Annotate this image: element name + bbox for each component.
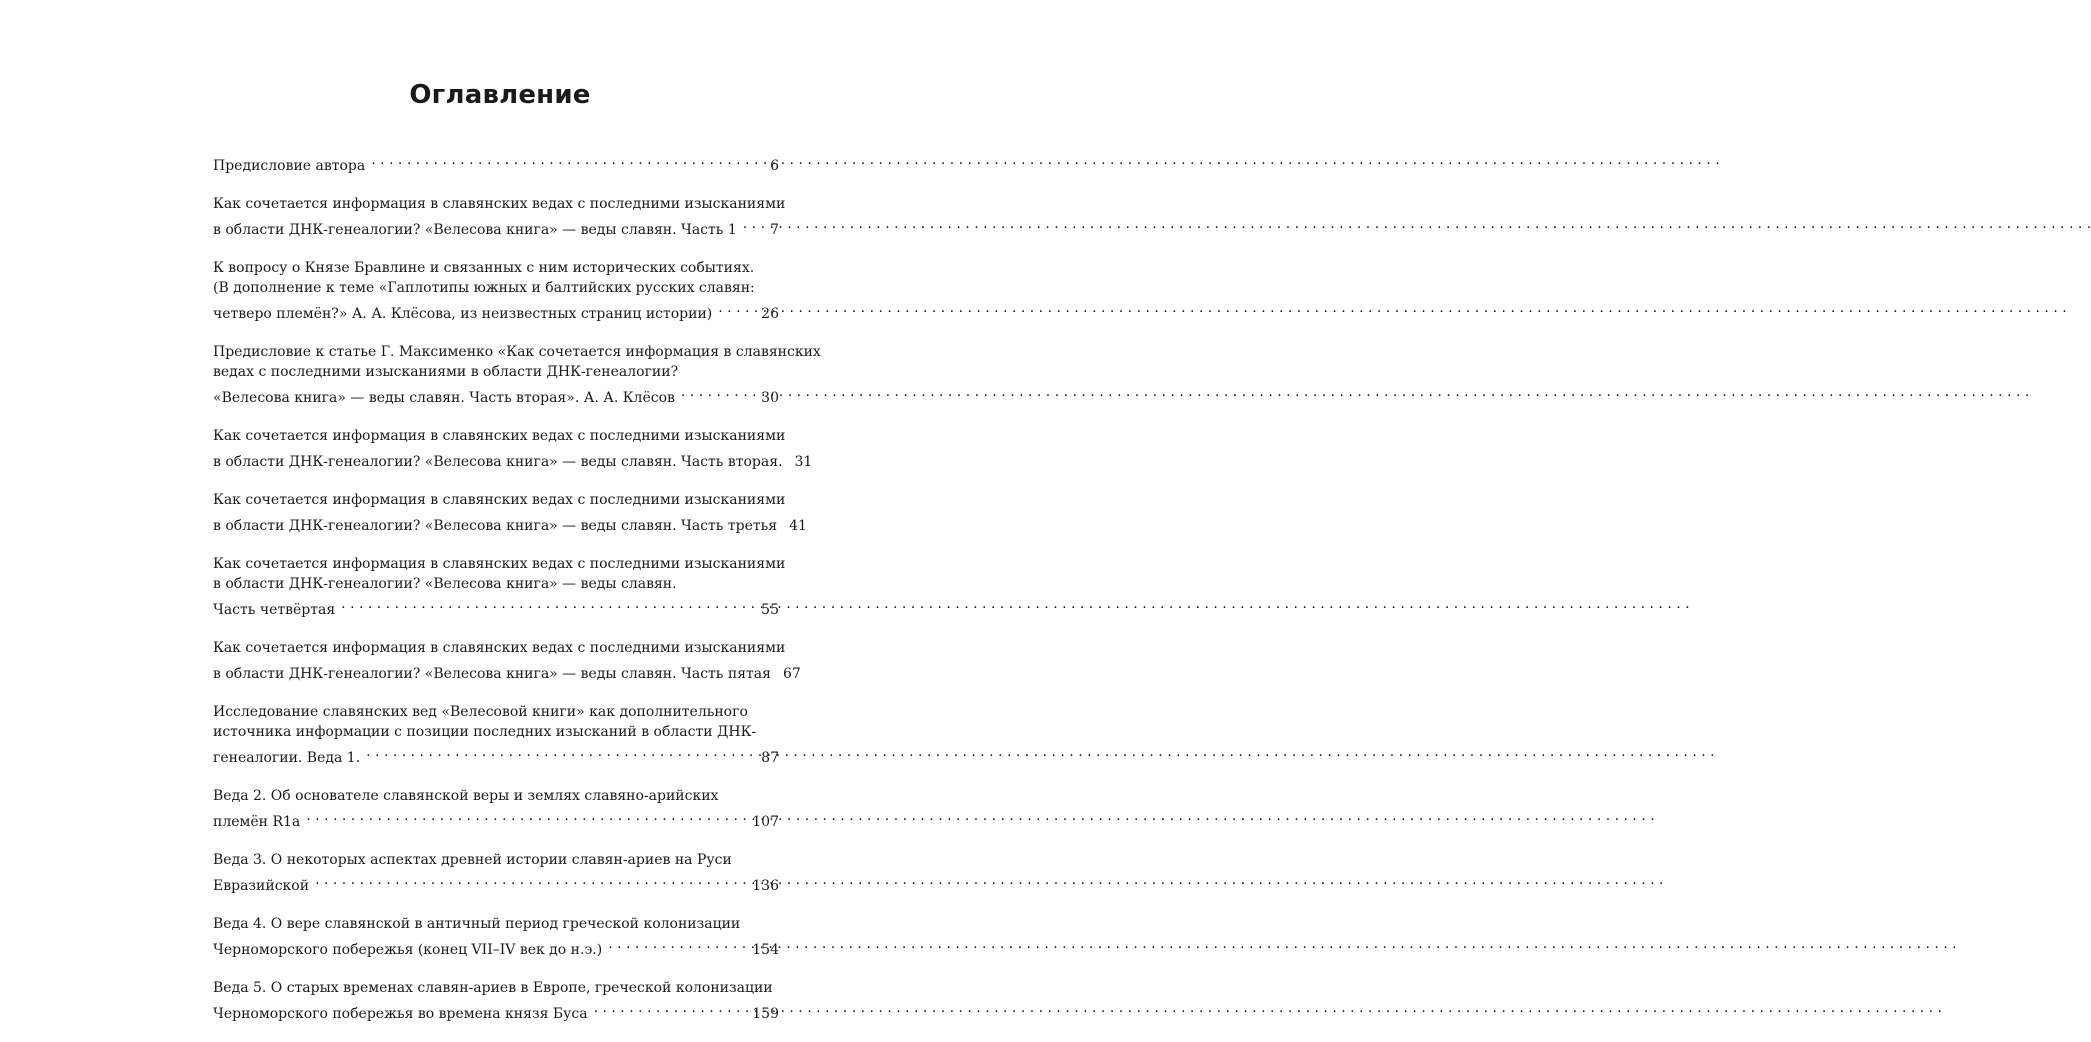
toc-entry-last-line bbox=[213, 594, 779, 620]
toc-entry-last-line bbox=[213, 214, 779, 240]
toc-entry bbox=[213, 194, 786, 240]
toc-entry-last-line bbox=[213, 934, 779, 960]
page-number: 26 bbox=[761, 306, 779, 322]
toc-entry-line: «Велесова книга» — веды славян. Часть вторая». А. А. Клёсов bbox=[213, 390, 675, 406]
toc-entry-last-line bbox=[213, 510, 807, 536]
toc-entry-last-line bbox=[213, 150, 779, 176]
toc-entry-line: Веда 4. О вере славянской в античный период греческой колонизации bbox=[213, 916, 741, 932]
book-page bbox=[0, 0, 1000, 1022]
page-number: 41 bbox=[789, 518, 807, 534]
toc-entry-line: Как сочетается информация в славянских ведах с последними изысканиями bbox=[213, 428, 786, 444]
toc-entry-line: Предисловие к статье Г. Максименко «Как сочетается информация в славянских bbox=[213, 344, 821, 360]
page-number: 136 bbox=[752, 878, 779, 894]
toc-entry bbox=[213, 150, 779, 176]
toc-entry-last-line bbox=[213, 658, 801, 684]
dot-leader bbox=[681, 382, 755, 402]
toc-entry-line: генеалогии. Веда 1. bbox=[213, 750, 361, 766]
toc-entry-line: источника информации с позиции последних изысканий в области ДНК- bbox=[213, 724, 757, 740]
toc-entry bbox=[213, 702, 779, 768]
toc-entry-last-line bbox=[213, 870, 779, 896]
toc-entry-line: четверо племён?» А. А. Клёсова, из неизвестных страниц истории) bbox=[213, 306, 713, 322]
toc-entry-line: Как сочетается информация в славянских ведах с последними изысканиями bbox=[213, 196, 786, 212]
toc-entry bbox=[213, 914, 779, 960]
toc-entry-last-line bbox=[213, 446, 813, 472]
toc-entry bbox=[213, 426, 813, 472]
toc-entry bbox=[213, 490, 807, 536]
toc-entry-line: Черноморского побережья (конец VII–IV век до н.э.) bbox=[213, 942, 603, 958]
toc-entry-line: Черноморского побережья во времена князя Буса bbox=[213, 1006, 588, 1022]
dot-leader bbox=[594, 998, 747, 1018]
page-number: 7 bbox=[770, 222, 779, 238]
page-number: 67 bbox=[782, 666, 801, 682]
toc-entry bbox=[213, 786, 779, 832]
toc-entry-line: в области ДНК-генеалогии? «Велесова книга» — веды славян. Часть вторая. bbox=[213, 454, 783, 470]
toc-entry-line: в области ДНК-генеалогии? «Велесова книга» — веды славян. Часть пятая bbox=[213, 666, 771, 682]
toc-entry bbox=[213, 258, 779, 324]
toc-entry-line: Веда 5. О старых временах славян-ариев в Европе, греческой колонизации bbox=[213, 980, 773, 996]
toc-entry-last-line bbox=[213, 998, 779, 1024]
toc-entry bbox=[213, 978, 779, 1024]
toc-entry-last-line bbox=[213, 806, 779, 832]
page-number: 159 bbox=[752, 1006, 779, 1022]
page-number: 30 bbox=[761, 390, 779, 406]
toc-entry-line: Веда 2. Об основателе славянской веры и землях славяно-арийских bbox=[213, 788, 719, 804]
toc-entry-line: племён R1a bbox=[213, 814, 301, 830]
dot-leader bbox=[366, 742, 755, 762]
toc-entry bbox=[213, 638, 801, 684]
toc-entry-line: Исследование славянских вед «Велесовой книги» как дополнительного bbox=[213, 704, 748, 720]
toc-entry-line: К вопросу о Князе Бравлине и связанных с ним исторических событиях. bbox=[213, 260, 755, 276]
dot-leader bbox=[718, 298, 755, 318]
dot-leader bbox=[315, 870, 746, 890]
page-number: 31 bbox=[794, 454, 813, 470]
toc-entry-line: Как сочетается информация в славянских ведах с последними изысканиями bbox=[213, 492, 786, 508]
page-number: 55 bbox=[761, 602, 779, 618]
dot-leader bbox=[743, 214, 764, 234]
toc-entry-line: (В дополнение к теме «Гаплотипы южных и балтийских русских славян: bbox=[213, 280, 755, 296]
toc-entry-line: Веда 3. О некоторых аспектах древней истории славян-ариев на Руси bbox=[213, 852, 732, 868]
toc-entry-line: ведах с последними изысканиями в области ДНК-генеалогии? bbox=[213, 364, 679, 380]
toc-entry-line: Евразийской bbox=[213, 878, 310, 894]
toc-entry-last-line bbox=[213, 382, 779, 408]
toc-entry-line: Как сочетается информация в славянских ведах с последними изысканиями bbox=[213, 640, 786, 656]
page-number: 107 bbox=[752, 814, 779, 830]
page-title: Оглавление bbox=[409, 80, 591, 110]
table-of-contents bbox=[213, 150, 821, 1042]
toc-entry-line: в области ДНК-генеалогии? «Велесова книга» — веды славян. Часть 1 bbox=[213, 222, 737, 238]
dot-leader bbox=[341, 594, 755, 614]
toc-entry-line: Часть четвёртая bbox=[213, 602, 336, 618]
toc-entry-line: в области ДНК-генеалогии? «Велесова книга» — веды славян. Часть третья bbox=[213, 518, 778, 534]
dot-leader bbox=[371, 150, 764, 170]
toc-entry-last-line bbox=[213, 298, 779, 324]
toc-entry-last-line bbox=[213, 742, 779, 768]
page-number: 6 bbox=[770, 158, 779, 174]
page-number: 154 bbox=[752, 942, 779, 958]
toc-entry bbox=[213, 342, 821, 408]
toc-entry bbox=[213, 850, 779, 896]
toc-entry-line: в области ДНК-генеалогии? «Велесова книга» — веды славян. bbox=[213, 576, 677, 592]
dot-leader bbox=[608, 934, 746, 954]
toc-entry-line: Предисловие автора bbox=[213, 158, 366, 174]
toc-entry-line: Как сочетается информация в славянских ведах с последними изысканиями bbox=[213, 556, 786, 572]
dot-leader bbox=[306, 806, 746, 826]
page-number: 87 bbox=[761, 750, 779, 766]
toc-entry bbox=[213, 554, 786, 620]
